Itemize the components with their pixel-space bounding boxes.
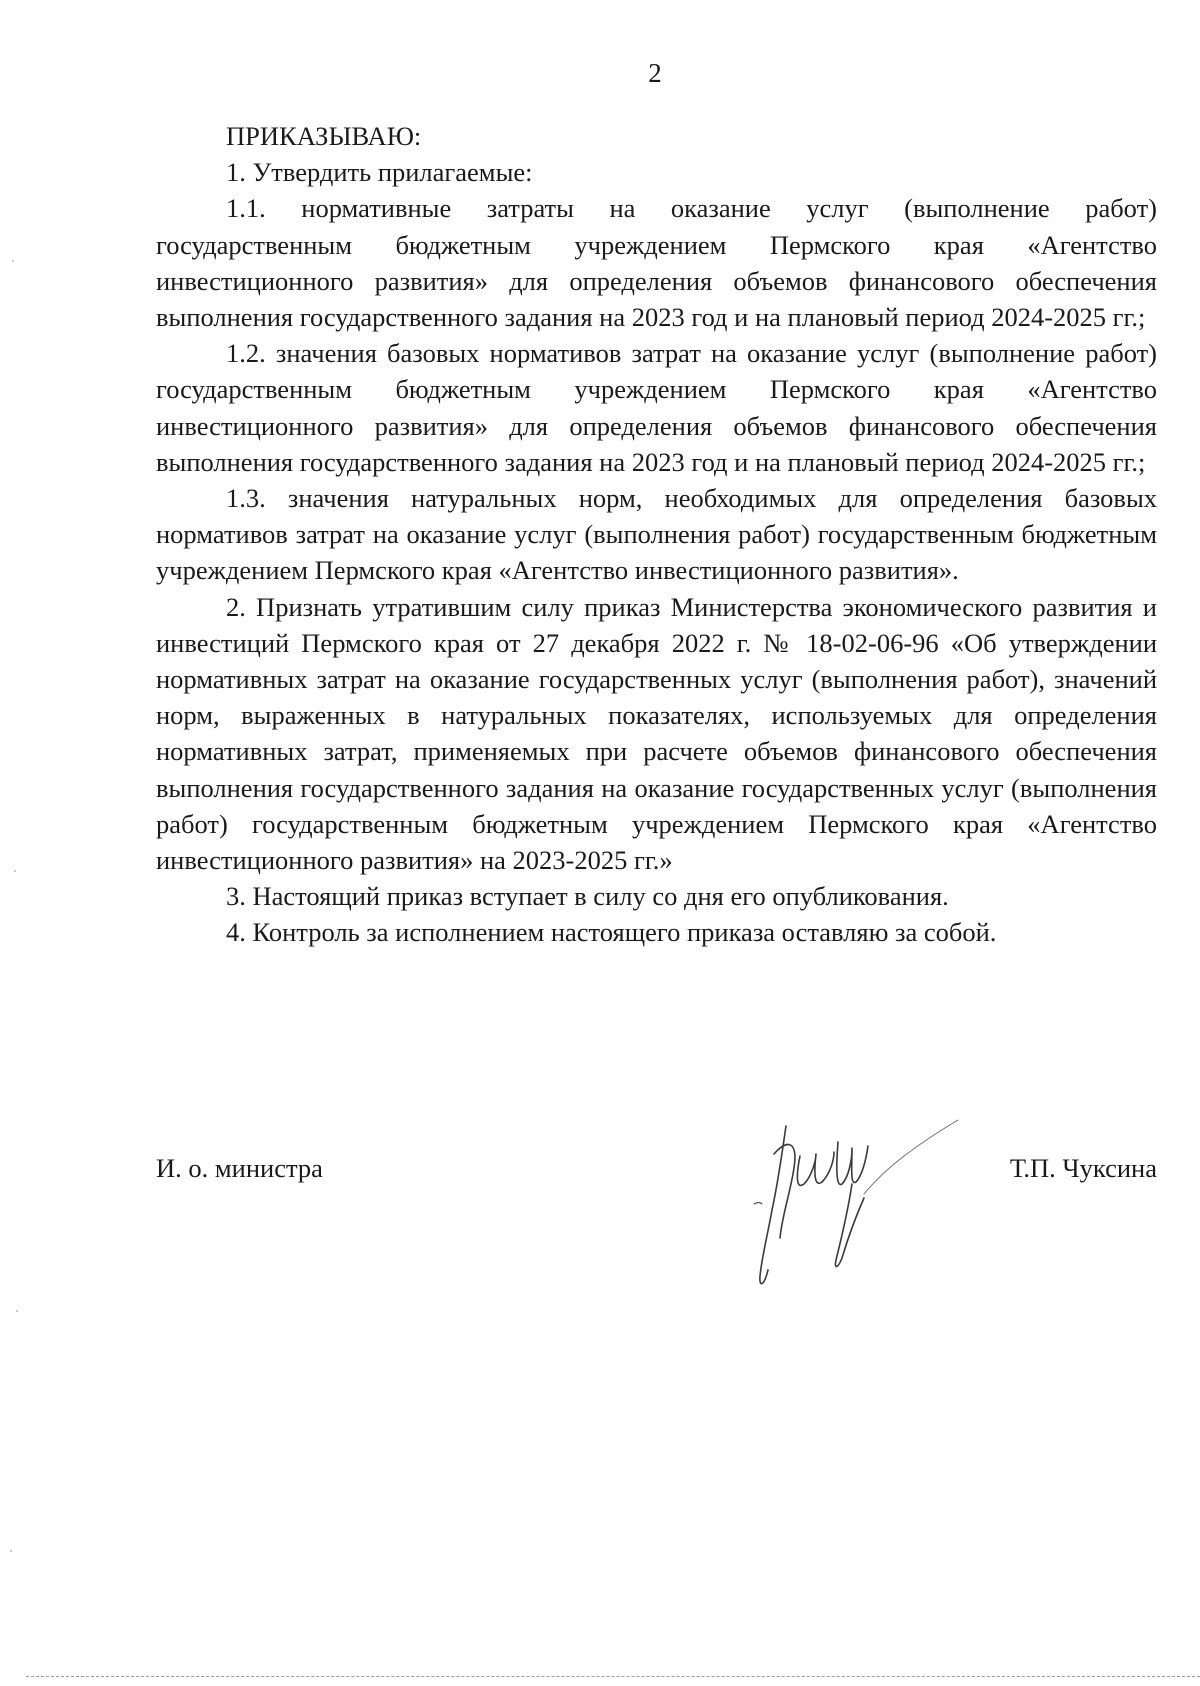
paragraph-4: 4. Контроль за исполнением настоящего приказа оставляю за собой. — [226, 917, 997, 948]
paragraph-1-2: 1.2. значения базовых нормативов затрат на оказание услуг (выполнение работ) государственным бюджетным учреждением Пермского края «Агентство инвестиционного развития» для определения объемов финансового обеспечения выполнения государственного задания на 2023 год и на плановый период 2024-2025 гг.; — [156, 338, 1157, 477]
scan-speck-3 — [16, 1310, 18, 1312]
signer-position: И. о. министра — [156, 1153, 323, 1183]
scan-speck-2 — [14, 870, 16, 872]
signature-block — [156, 1150, 1157, 1190]
paragraph-1-3: 1.3. значения натуральных норм, необходимых для определения базовых нормативов затрат на оказание услуг (выполнения работ) государственным бюджетным учреждением Пермского края «Агентство инвестиционного развития». — [156, 483, 1157, 586]
paragraph-1-1: 1.1. нормативные затраты на оказание услуг (выполнение работ) государственным бюджетным учреждением Пермского края «Агентство инвестиционного развития» для определения объемов финансового обеспечения выполнения государственного задания на 2023 год и на плановый период 2024-2025 гг.; — [156, 193, 1157, 333]
paragraph-3: 3. Настоящий приказ вступает в силу со дня его опубликования. — [226, 881, 949, 912]
scan-speck-4 — [10, 1550, 12, 1552]
order-heading: ПРИКАЗЫВАЮ: — [226, 121, 422, 151]
paragraph-1: 1. Утвердить прилагаемые: — [226, 157, 533, 188]
handwritten-signature-icon — [752, 1098, 962, 1298]
order-body — [156, 118, 1157, 951]
scan-edge-line — [26, 1676, 1200, 1677]
paragraph-2: 2. Признать утратившим силу приказ Министерства экономического развития и инвестиций Пермского края от 27 декабря 2022 г. № 18-02-06-96 «Об утверждении нормативных затрат на оказание государственных услуг (выполнения работ), значений норм, выраженных в натуральных показателях, используемых для определения нормативных затрат, применяемых при расчете объемов финансового обеспечения выполнения государственного задания на оказание государственных услуг (выполнения работ) государственным бюджетным учреждением Пермского края «Агентство инвестиционного развития» на 2023-2025 гг.» — [156, 591, 1157, 876]
scan-speck-1 — [12, 260, 14, 262]
signer-name: Т.П. Чуксина — [1009, 1153, 1157, 1183]
page-number: 2 — [648, 58, 662, 88]
